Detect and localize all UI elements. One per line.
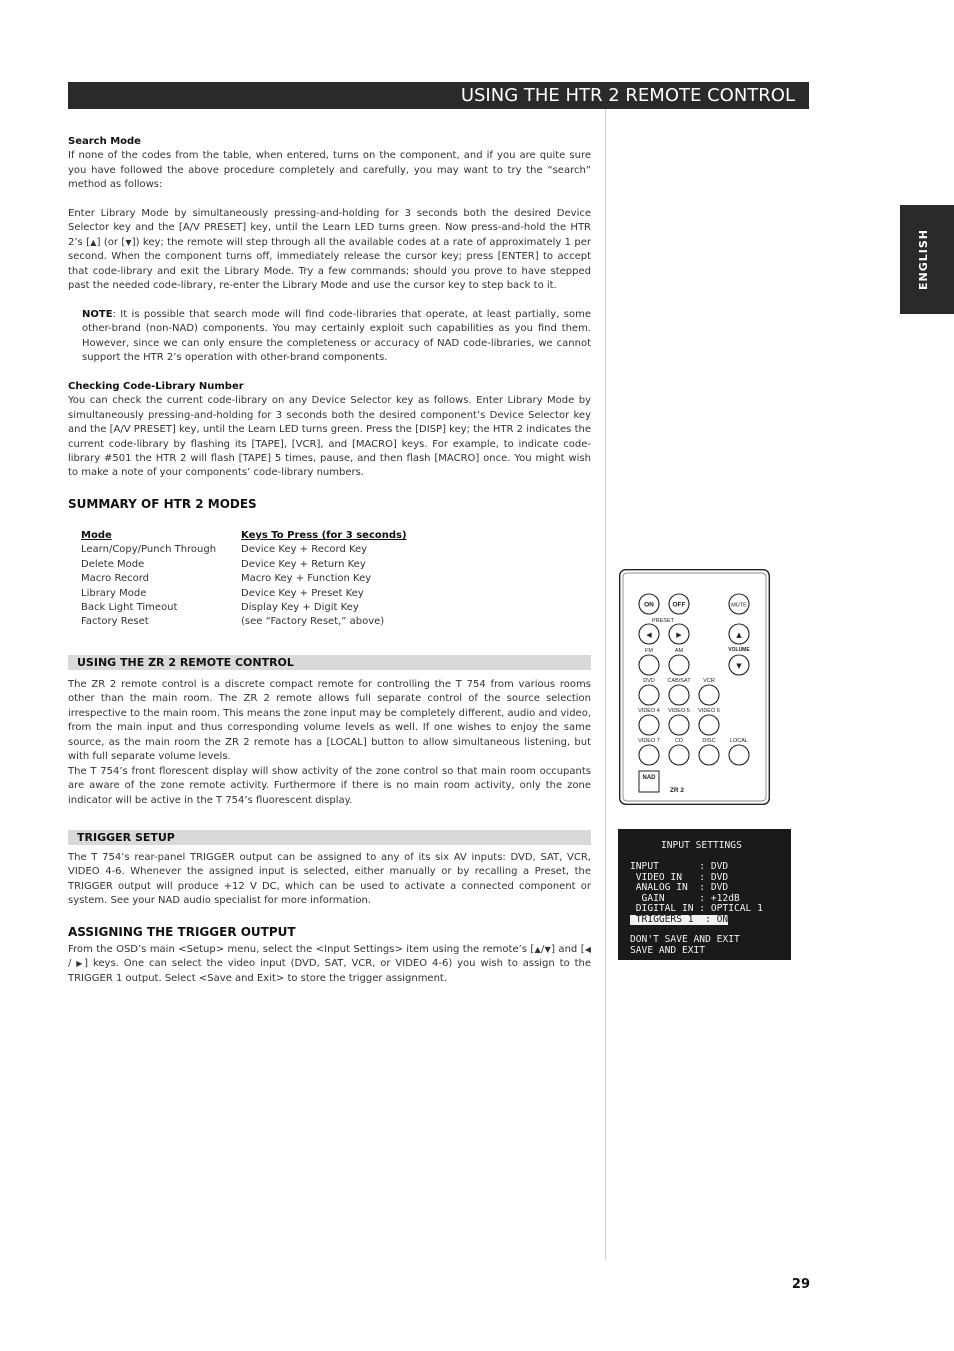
keys-cell: Device Key + Preset Key: [241, 587, 364, 599]
up-arrow-icon: ▲: [534, 945, 542, 954]
assign-paragraph: [68, 943, 591, 986]
keys-cell: Display Key + Digit Key: [241, 602, 359, 614]
page-title: USING THE HTR 2 REMOTE CONTROL: [460, 85, 795, 106]
osd-highlighted-line: TRIGGERS 1 : ON: [630, 913, 729, 925]
language-tab-label: ENGLISH: [917, 229, 930, 290]
fm-label: FM: [645, 648, 653, 654]
table-row: [81, 558, 407, 572]
text-span: /: [541, 944, 545, 955]
text-span: ] and [: [551, 944, 585, 955]
osd-save-option: SAVE AND EXIT: [630, 944, 706, 956]
mode-cell: Factory Reset: [81, 616, 149, 628]
text-span: /: [68, 958, 77, 970]
osd-line: GAIN : +12dB: [630, 892, 740, 904]
checking-section: [68, 380, 591, 481]
volume-up-icon: ▲: [736, 631, 742, 639]
table-header-row: [81, 529, 407, 543]
text-span: ]) key; the remote will step through all the available codes at a rate of approximately 1 per second. When the component turns off, immediately release the cursor key; press [ENTER] to accept that code-library and exit the Library Mode. Try a few commands; should you prove to have stepped past the needed code-library, re-enter the Library Mode and use the cursor key to step back to it.: [68, 236, 592, 292]
assign-title: ASSIGNING THE TRIGGER OUTPUT: [68, 925, 296, 939]
trigger-title: TRIGGER SETUP: [68, 830, 591, 845]
down-arrow-icon: ▼: [125, 237, 132, 247]
text-span: Enter Library Mode by simultaneously pressing-and-holding for 3 seconds both the desired Device Selector key and the [A/V PRESET] key, until the Learn LED turns green. Now press-and-hold the HTR 2’s [: [68, 208, 591, 248]
osd-line: INPUT : DVD: [630, 861, 729, 872]
on-button-label: ON: [644, 601, 654, 609]
mode-cell: Macro Record: [81, 573, 149, 585]
osd-dont-save-option: DON'T SAVE AND EXIT: [630, 934, 740, 945]
zr2-paragraph-1: The ZR 2 remote control is a discrete compact remote for controlling the T 754 from various rooms other than the main room. The ZR 2 remote allows full separate control of the source selection irrespective to the main room. This means the zone input may be completely different, audio and video, from the main input and thus corresponding volume levels as well. If one wishes to enjoy the same source, as the main room the ZR 2 remote has a [LOCAL] button to allow simultaneous listening, but with full separate volume levels.: [68, 679, 591, 763]
zr2-paragraph-2: The T 754’s front florescent display will show activity of the zone control so that main room occupants are aware of the zone remote activity. Furthermore if there is no main room activity, only the zone indicator will be active in the T 754’s fluorescent display.: [68, 766, 591, 806]
column-divider: [605, 109, 606, 1259]
table-row: [81, 615, 407, 629]
search-mode-title: Search Mode: [68, 136, 141, 147]
keys-cell: Device Key + Record Key: [241, 544, 368, 556]
preset-left-icon: ◀: [646, 631, 652, 639]
note-text: : It is possible that search mode will find code-libraries that operate, at least partially, some other-brand (non-NAD) components. You may certainly exploit such capabilities as you find them. However, since we can only ensure the completeness or accuracy of NAD code-libraries, we cannot support the HTR 2’s operation with other-brand components.: [82, 309, 591, 364]
preset-right-icon: ▶: [676, 631, 682, 639]
keys-cell: Device Key + Return Key: [241, 558, 366, 570]
cabsat-label: CAB/SAT: [667, 678, 691, 684]
mute-button-label: MUTE: [731, 602, 747, 609]
osd-title: INPUT SETTINGS: [661, 840, 742, 851]
off-button-label: OFF: [672, 601, 686, 609]
header-bar: [68, 82, 809, 109]
keys-cell: (see “Factory Reset,” above): [241, 616, 385, 628]
video6-label: VIDEO 6: [698, 708, 720, 714]
up-arrow-icon: ▲: [90, 237, 97, 247]
text-span: From the OSD’s main <Setup> menu, select the <Input Settings> item using the remote’s [: [68, 944, 535, 955]
osd-line: VIDEO IN : DVD: [630, 871, 729, 883]
video7-label: VIDEO 7: [638, 738, 660, 744]
am-label: AM: [674, 648, 684, 654]
local-label: LOCAL: [729, 738, 749, 744]
down-arrow-icon: ▼: [544, 945, 552, 954]
text-span: ] (or [: [96, 236, 126, 248]
osd-line: ANALOG IN : DVD: [630, 882, 729, 893]
modes-table-wrapper: [68, 529, 591, 630]
zr2-title: USING THE ZR 2 REMOTE CONTROL: [68, 655, 591, 670]
volume-down-icon: ▼: [736, 662, 742, 670]
cd-label: CD: [675, 738, 683, 744]
right-arrow-icon: ▶: [76, 959, 85, 969]
search-mode-section: [68, 135, 591, 193]
model-label: ZR 2: [669, 787, 685, 794]
table-row: [81, 543, 407, 557]
dvd-label: DVD: [643, 678, 655, 684]
column-header-keys: Keys To Press (for 3 seconds): [241, 530, 407, 541]
osd-input-settings-screen: [618, 829, 791, 960]
language-tab: [900, 205, 954, 314]
table-row: [81, 587, 407, 601]
table-row: [81, 572, 407, 586]
column-header-mode: Mode: [81, 530, 112, 541]
keys-cell: Macro Key + Function Key: [241, 573, 372, 585]
mode-cell: Back Light Timeout: [81, 602, 178, 614]
checking-paragraph: You can check the current code-library on any Device Selector key as follows. Enter Library Mode by simultaneously pressing-and-holding for 3 seconds both the desired component’s Device Selector key and the [A/V PRESET] key, until the Learn LED turns green. Press the [DISP] key; the HTR 2 indicates the current code-library by flashing its [TAPE], [VCR], and [MACRO] keys. For example, to indicate code-library #501 the HTR 2 will flash [TAPE] 5 times, pause, and then flash [MACRO] once. You might wish to make a note of your components’ code-library numbers.: [68, 395, 591, 479]
volume-label: VOLUME: [728, 647, 750, 653]
nad-logo: NAD: [642, 775, 656, 781]
page-number: 29: [791, 1277, 810, 1292]
checking-title: Checking Code-Library Number: [68, 381, 244, 392]
note-label: NOTE: [82, 309, 113, 320]
preset-label: PRESET: [651, 618, 675, 624]
search-mode-paragraph-2: [68, 207, 591, 293]
zr2-remote-drawing: [619, 569, 770, 805]
disc-label: DISC: [702, 738, 716, 744]
table-row: [81, 601, 407, 615]
mode-cell: Delete Mode: [81, 558, 145, 570]
mode-cell: Library Mode: [81, 587, 147, 599]
search-mode-paragraph-1: If none of the codes from the table, when entered, turns on the component, and if you are quite sure you have followed the above procedure completely and carefully, you may want to try the “search” method as follows:: [68, 150, 591, 191]
text-span: ] keys. One can select the video input (DVD, SAT, VCR, or VIDEO 4-6) you wish to assign to the TRIGGER 1 output. Select <Save and Exit> to store the trigger assignment.: [68, 958, 591, 984]
left-arrow-icon: ◀: [584, 945, 592, 954]
summary-title: SUMMARY OF HTR 2 MODES: [68, 497, 257, 511]
note-paragraph: [68, 308, 591, 366]
vcr-label: VCR: [703, 678, 715, 684]
zr2-remote-illustration: [619, 569, 770, 805]
osd-line: DIGITAL IN : OPTICAL 1: [630, 903, 763, 914]
trigger-paragraph: The T 754’s rear-panel TRIGGER output can be assigned to any of its six AV inputs: DVD, SAT, VCR, VIDEO 4-6. Whenever the assigned input is selected, either manually or by recalling a Preset, the TRIGGER output will produce +12 V DC, which can be used to activate a connected component or system. See your NAD audio specialist for more information.: [68, 852, 591, 907]
mode-cell: Learn/Copy/Punch Through: [81, 544, 217, 556]
modes-table: [81, 529, 407, 630]
video4-label: VIDEO 4: [638, 708, 660, 714]
video5-label: VIDEO 5: [668, 708, 690, 714]
